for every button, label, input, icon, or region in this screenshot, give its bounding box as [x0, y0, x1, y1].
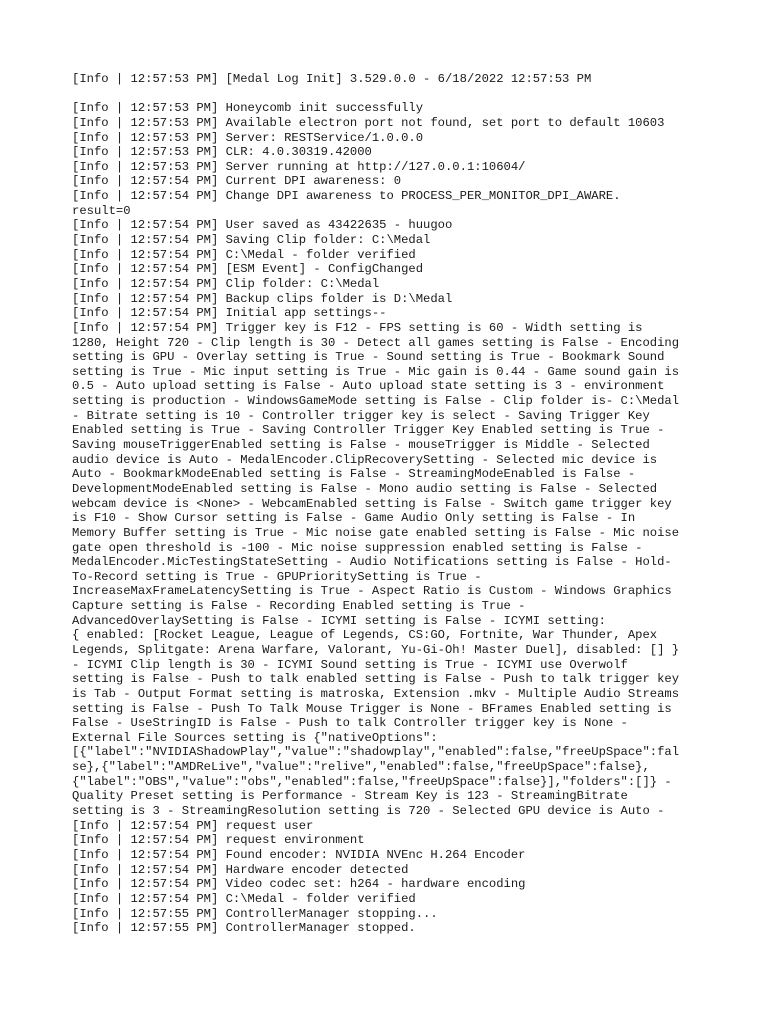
log-line: Memory Buffer setting is True - Mic noise gate enabled setting is False - Mic noise [72, 525, 680, 540]
log-line: [Info | 12:57:54 PM] Current DPI awareness: 0 [72, 174, 402, 189]
log-body [72, 101, 698, 936]
log-line: [Info | 12:57:54 PM] C:\Medal - folder verified [72, 891, 416, 906]
log-header-line: [Info | 12:57:53 PM] [Medal Log Init] 3.529.0.0 - 6/18/2022 12:57:53 PM [72, 72, 592, 86]
log-line: [Info | 12:57:54 PM] [ESM Event] - ConfigChanged [72, 262, 424, 277]
log-line: External File Sources setting is {"nativeOptions": [72, 730, 438, 745]
log-line: [Info | 12:57:54 PM] User saved as 43422635 - huugoo [72, 218, 453, 233]
log-line: 1280, Height 720 - Clip length is 30 - Detect all games setting is False - Encoding [72, 335, 680, 350]
log-line: IncreaseMaxFrameLatencySetting is True - Aspect Ratio is Custom - Windows Graphics [72, 584, 672, 599]
log-line: setting is GPU - Overlay setting is True - Sound setting is True - Bookmark Sound [72, 350, 665, 365]
log-line: False - UseStringID is False - Push to talk Controller trigger key is None - [72, 716, 628, 731]
log-line: setting is production - WindowsGameMode setting is False - Clip folder is- C:\Medal [72, 394, 680, 409]
log-line: [Info | 12:57:54 PM] request user [72, 818, 314, 833]
log-line: AdvancedOverlaySetting is False - ICYMI setting is False - ICYMI setting: [72, 613, 606, 628]
log-line: setting is False - Push to talk enabled setting is False - Push to talk trigger key [72, 672, 680, 687]
log-line: Enabled setting is True - Saving Controller Trigger Key Enabled setting is True - [72, 423, 665, 438]
log-line: 0.5 - Auto upload setting is False - Auto upload state setting is 3 - environment [72, 379, 665, 394]
log-line: [Info | 12:57:54 PM] Clip folder: C:\Medal [72, 276, 380, 291]
log-line: is F10 - Show Cursor setting is False - Game Audio Only setting is False - In [72, 511, 636, 526]
blank-separator [72, 87, 698, 102]
log-line: - Bitrate setting is 10 - Controller trigger key is select - Saving Trigger Key [72, 408, 650, 423]
log-line: Capture setting is False - Recording Enabled setting is True - [72, 599, 526, 614]
log-line: - ICYMI Clip length is 30 - ICYMI Sound setting is True - ICYMI use Overwolf [72, 657, 628, 672]
log-line: DevelopmentModeEnabled setting is False - Mono audio setting is False - Selected [72, 481, 658, 496]
log-line: [Info | 12:57:53 PM] Available electron port not found, set port to default 10603 [72, 115, 665, 130]
log-line: [Info | 12:57:54 PM] Hardware encoder detected [72, 862, 409, 877]
log-line: Quality Preset setting is Performance - Stream Key is 123 - StreamingBitrate [72, 789, 628, 804]
log-line: [Info | 12:57:54 PM] Saving Clip folder: C:\Medal [72, 233, 431, 248]
log-line: [Info | 12:57:54 PM] Backup clips folder is D:\Medal [72, 291, 453, 306]
log-line: webcam device is <None> - WebcamEnabled setting is False - Switch game trigger key [72, 496, 672, 511]
log-line: setting is 3 - StreamingResolution setting is 720 - Selected GPU device is Auto - [72, 804, 665, 819]
log-line: [Info | 12:57:54 PM] C:\Medal - folder verified [72, 247, 416, 262]
log-line: [Info | 12:57:54 PM] request environment [72, 833, 365, 848]
log-line: {"label":"OBS","value":"obs","enabled":false,"freeUpSpace":false}],"folders":[]} - [72, 774, 672, 789]
log-line: [Info | 12:57:54 PM] Found encoder: NVIDIA NVEnc H.264 Encoder [72, 847, 526, 862]
log-line: { enabled: [Rocket League, League of Legends, CS:GO, Fortnite, War Thunder, Apex [72, 628, 658, 643]
log-line: [Info | 12:57:54 PM] Video codec set: h264 - hardware encoding [72, 877, 526, 892]
log-document [72, 72, 698, 936]
log-line: [Info | 12:57:53 PM] Honeycomb init successfully [72, 101, 424, 116]
log-line: [Info | 12:57:55 PM] ControllerManager stopping... [72, 906, 438, 921]
log-line: [Info | 12:57:53 PM] Server running at http://127.0.0.1:10604/ [72, 159, 526, 174]
log-line: [Info | 12:57:53 PM] Server: RESTService/1.0.0.0 [72, 130, 424, 145]
log-line: gate open threshold is -100 - Mic noise suppression enabled setting is False - [72, 540, 643, 555]
log-line: audio device is Auto - MedalEncoder.ClipRecoverySetting - Selected mic device is [72, 452, 658, 467]
log-line: [Info | 12:57:53 PM] CLR: 4.0.30319.42000 [72, 145, 372, 160]
log-line: [Info | 12:57:54 PM] Initial app settings-- [72, 306, 387, 321]
log-line: is Tab - Output Format setting is matroska, Extension .mkv - Multiple Audio Streams [72, 686, 680, 701]
log-line: [Info | 12:57:54 PM] Change DPI awareness to PROCESS_PER_MONITOR_DPI_AWARE. [72, 189, 621, 204]
log-line: se},{"label":"AMDReLive","value":"relive","enabled":false,"freeUpSpace":false}, [72, 760, 650, 775]
log-line: Saving mouseTriggerEnabled setting is False - mouseTrigger is Middle - Selected [72, 438, 650, 453]
log-line: [Info | 12:57:55 PM] ControllerManager stopped. [72, 921, 416, 936]
log-line: [{"label":"NVIDIAShadowPlay","value":"shadowplay","enabled":false,"freeUpSpace":fal [72, 745, 680, 760]
log-line: [Info | 12:57:54 PM] Trigger key is F12 - FPS setting is 60 - Width setting is [72, 320, 643, 335]
log-line: setting is False - Push To Talk Mouse Trigger is None - BFrames Enabled setting is [72, 701, 672, 716]
log-line: Legends, Splitgate: Arena Warfare, Valorant, Yu-Gi-Oh! Master Duel], disabled: [] } [72, 642, 680, 657]
log-line: result=0 [72, 203, 131, 218]
log-line: Auto - BookmarkModeEnabled setting is False - StreamingModeEnabled is False - [72, 467, 636, 482]
log-line: setting is True - Mic input setting is True - Mic gain is 0.44 - Game sound gain is [72, 364, 680, 379]
log-line: To-Record setting is True - GPUPrioritySetting is True - [72, 569, 482, 584]
log-line: MedalEncoder.MicTestingStateSetting - Audio Notifications setting is False - Hold- [72, 555, 672, 570]
